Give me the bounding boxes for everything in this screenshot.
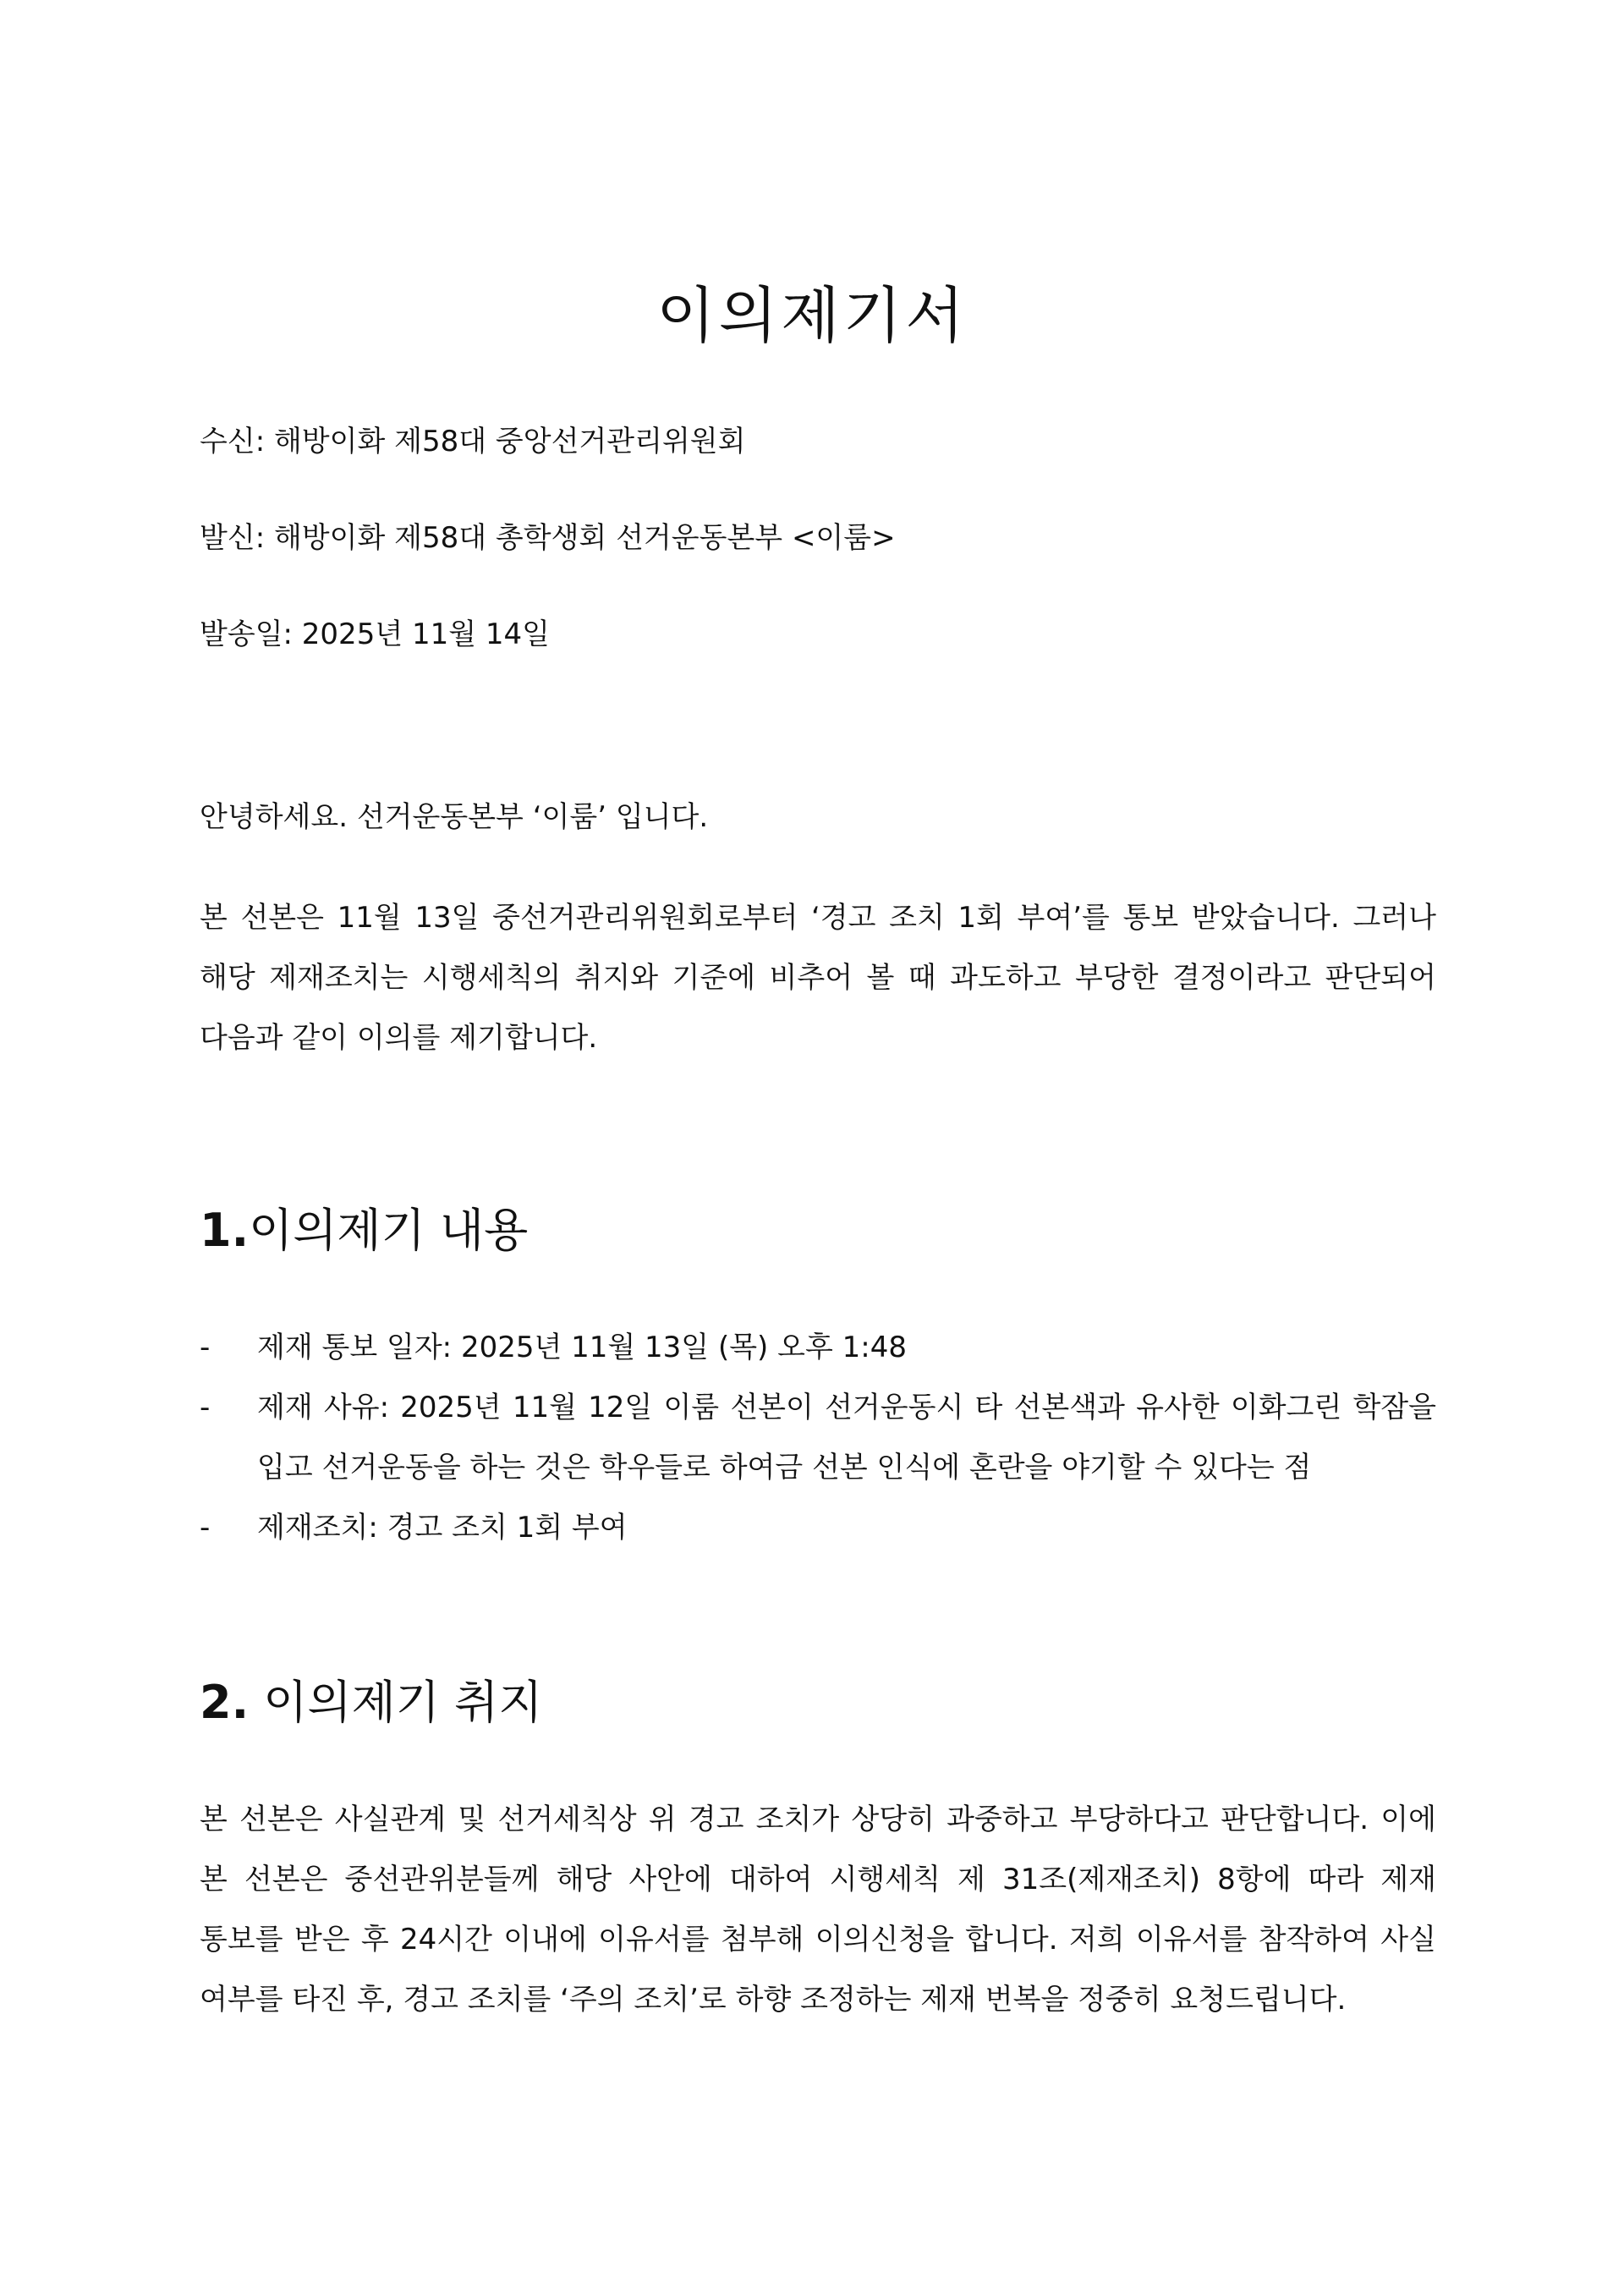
document-title: 이의제기서 — [656, 280, 968, 351]
bullet-text: 제재 사유: 2025년 11월 12일 이룸 선본이 선거운동시 타 선본색과 유사한 이화그린 학잠을 입고 선거운동을 하는 것은 학우들로 하여금 선본 인식에 혼란을 야기할 수 있다는 점 — [257, 1391, 1436, 1485]
section-1-title: 이의제기 내용 — [249, 1204, 529, 1257]
section-2-body: 본 선본은 사실관계 및 선거세칙상 위 경고 조치가 상당히 과중하고 부당하다고 판단합니다. 이에 본 선본은 중선관위분들께 해당 사안에 대하여 시행세칙 제 31조(제재조치) 8항에 따라 제재 통보를 받은 후 24시간 이내에 이유서를 첨부해 이의신청을 합니다. 저희 이유서를 참작하여 사실 여부를 타진 후, 경고 조치를 ‘주의 조치’로 하향 조정하는 제재 번복을 정중히 요청드립니다. — [200, 1803, 1436, 2017]
section-1-list — [200, 1318, 1436, 1558]
section-1-heading — [200, 1201, 528, 1260]
section-2-heading — [200, 1673, 542, 1732]
intro-paragraph: 본 선본은 11월 13일 중선거관리위원회로부터 ‘경고 조치 1회 부여’를 통보 받았습니다. 그러나 해당 제재조치는 시행세칙의 취지와 기준에 비추어 볼 때 과도하고 부당한 결정이라고 판단되어 다음과 같이 이의를 제기합니다. — [200, 901, 1436, 1055]
greeting-paragraph: 안녕하세요. 선거운동본부 ‘이룸’ 입니다. — [200, 800, 709, 834]
bullet-text: 제재 통보 일자: 2025년 11월 13일 (목) 오후 1:48 — [257, 1331, 907, 1364]
list-item — [200, 1378, 1436, 1498]
bullet-dash: - — [200, 1511, 211, 1545]
send-date-line: 발송일: 2025년 11월 14일 — [200, 617, 550, 651]
list-item — [200, 1318, 1436, 1378]
section-2-number: 2. — [200, 1676, 250, 1729]
section-2-title: 이의제기 취지 — [249, 1676, 543, 1729]
sender-line: 발신: 해방이화 제58대 총학생회 선거운동본부 <이룸> — [200, 521, 896, 555]
bullet-dash: - — [200, 1391, 211, 1424]
bullet-dash: - — [200, 1331, 211, 1364]
list-item — [200, 1498, 1436, 1558]
bullet-text: 제재조치: 경고 조치 1회 부여 — [257, 1511, 628, 1545]
recipient-line: 수신: 해방이화 제58대 중앙선거관리위원회 — [200, 425, 746, 458]
section-1-number: 1. — [200, 1204, 250, 1257]
